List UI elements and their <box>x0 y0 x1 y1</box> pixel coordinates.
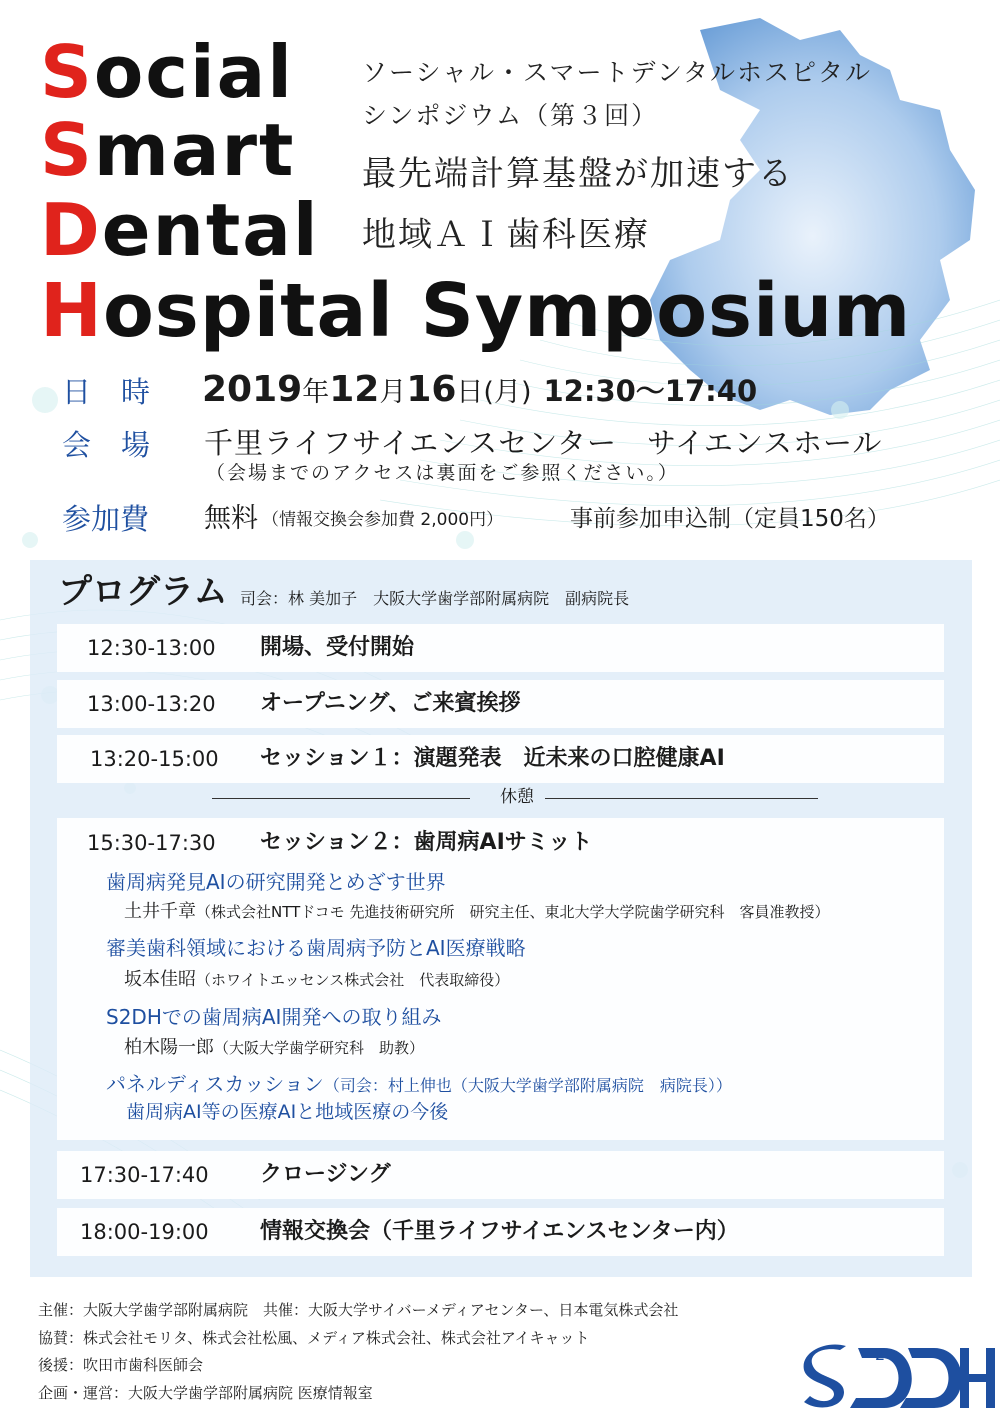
subtitle-line-4: 地域ＡＩ歯科医療 <box>362 215 650 255</box>
subtitle-line-3: 最先端計算基盤が加速する <box>362 154 794 194</box>
title-cap-s: S <box>40 108 94 192</box>
talk-speaker <box>124 1039 424 1057</box>
talk-speaker <box>124 971 509 989</box>
speaker-affiliation: （ホワイトエッセンス株式会社 代表取締役） <box>196 971 510 989</box>
program-row <box>57 624 944 672</box>
break-divider-right <box>545 798 818 799</box>
talk-title: S2DHでの歯周病AI開発への取り組み <box>106 1005 442 1029</box>
row-title: 開場、受付開始 <box>260 635 415 660</box>
date-label: 日時 <box>62 375 181 409</box>
program-row <box>57 735 944 783</box>
title-rest: mart <box>93 108 296 192</box>
title-line-2 <box>40 108 296 192</box>
row-time: 13:20-15:00 <box>90 747 219 771</box>
row-title: 情報交換会（千里ライフサイエンスセンター内） <box>260 1219 739 1244</box>
date-weekday: (月) <box>483 377 532 408</box>
footer-planning: 企画・運営：大阪大学歯学部附属病院 医療情報室 <box>38 1384 373 1402</box>
title-rest: ental <box>101 188 320 272</box>
s2dh-logo-icon <box>800 1338 995 1416</box>
row-time: 18:00-19:00 <box>80 1220 209 1244</box>
venue-value: 千里ライフサイエンスセンター サイエンスホール <box>204 426 883 460</box>
speaker-name: 坂本佳昭 <box>124 969 196 990</box>
panel-theme: 歯周病AI等の医療AIと地域医療の今後 <box>126 1101 449 1123</box>
title-line-3 <box>40 188 320 272</box>
speaker-name: 柏木陽一郎 <box>124 1037 214 1058</box>
subtitle-line-1: ソーシャル・スマートデンタルホスピタル <box>362 58 873 87</box>
break-divider-left <box>212 798 470 799</box>
break-label: 休憩 <box>500 787 534 807</box>
panel-mc: （司会：村上伸也（大阪大学歯学部附属病院 病院長）） <box>323 1076 732 1095</box>
fee-note: （情報交換会参加費 2,000円） <box>262 510 504 530</box>
talk-title: 審美歯科領域における歯周病予防とAI医療戦略 <box>106 936 526 960</box>
row-title: セッション２：歯周病AIサミット <box>260 830 593 855</box>
row-title: クロージング <box>260 1162 391 1187</box>
title-line-4 <box>40 268 912 354</box>
footer-organizer: 主催：大阪大学歯学部附属病院 共催：大阪大学サイバーメディアセンター、日本電気株式会社 <box>38 1301 679 1319</box>
date-value <box>202 369 758 410</box>
fee-label: 参加費 <box>62 502 150 536</box>
date-year: 2019 <box>202 369 303 410</box>
title-line-1 <box>40 30 294 114</box>
program-row <box>57 1208 944 1256</box>
date-nen: 年 <box>302 377 330 408</box>
footer-sponsors: 協賛：株式会社モリタ、株式会社松風、メディア株式会社、株式会社アイキャット <box>38 1329 590 1347</box>
title-cap-s: S <box>40 30 94 114</box>
date-time: 12:30〜17:40 <box>543 374 758 408</box>
title-cap-h: H <box>40 268 103 354</box>
date-month: 12 <box>329 369 380 410</box>
row-time: 12:30-13:00 <box>87 636 216 660</box>
date-nichi: 日 <box>456 377 484 408</box>
speaker-affiliation: （大阪大学歯学研究科 助教） <box>214 1039 425 1057</box>
speaker-name: 土井千章 <box>124 901 196 922</box>
row-title: オープニング、ご来賓挨拶 <box>260 691 521 716</box>
title-rest: ospital Symposium <box>102 268 912 354</box>
row-time: 15:30-17:30 <box>87 831 216 855</box>
date-day: 16 <box>406 369 457 410</box>
row-time: 17:30-17:40 <box>80 1163 209 1187</box>
subtitle-line-2: シンポジウム（第３回） <box>362 101 659 130</box>
program-heading: プログラム <box>58 572 228 612</box>
talk-speaker <box>124 903 829 921</box>
talk-title: 歯周病発見AIの研究開発とめざす世界 <box>106 870 446 894</box>
fee-value: 無料 <box>204 503 258 534</box>
row-time: 13:00-13:20 <box>87 692 216 716</box>
panel-title: パネルディスカッション <box>106 1072 324 1096</box>
program-row <box>57 680 944 728</box>
svg-text:2: 2 <box>875 1345 886 1364</box>
panel-discussion-title <box>106 1074 732 1094</box>
date-gatsu: 月 <box>379 377 407 408</box>
venue-label: 会場 <box>62 428 181 462</box>
title-cap-d: D <box>40 188 102 272</box>
program-mc: 司会：林 美加子 大阪大学歯学部附属病院 副病院長 <box>240 589 630 608</box>
footer-support: 後援：吹田市歯科医師会 <box>38 1356 204 1374</box>
speaker-affiliation: （株式会社NTTドコモ 先進技術研究所 研究主任、東北大学大学院歯学研究科 客員准教授） <box>196 903 830 921</box>
row-title: セッション１：演題発表 近未来の口腔健康AI <box>260 746 725 771</box>
registration-note: 事前参加申込制（定員150名） <box>570 506 890 532</box>
program-row <box>57 1151 944 1199</box>
title-rest: ocial <box>93 30 294 114</box>
venue-note: （会場までのアクセスは裏面をご参照ください。） <box>206 462 679 484</box>
